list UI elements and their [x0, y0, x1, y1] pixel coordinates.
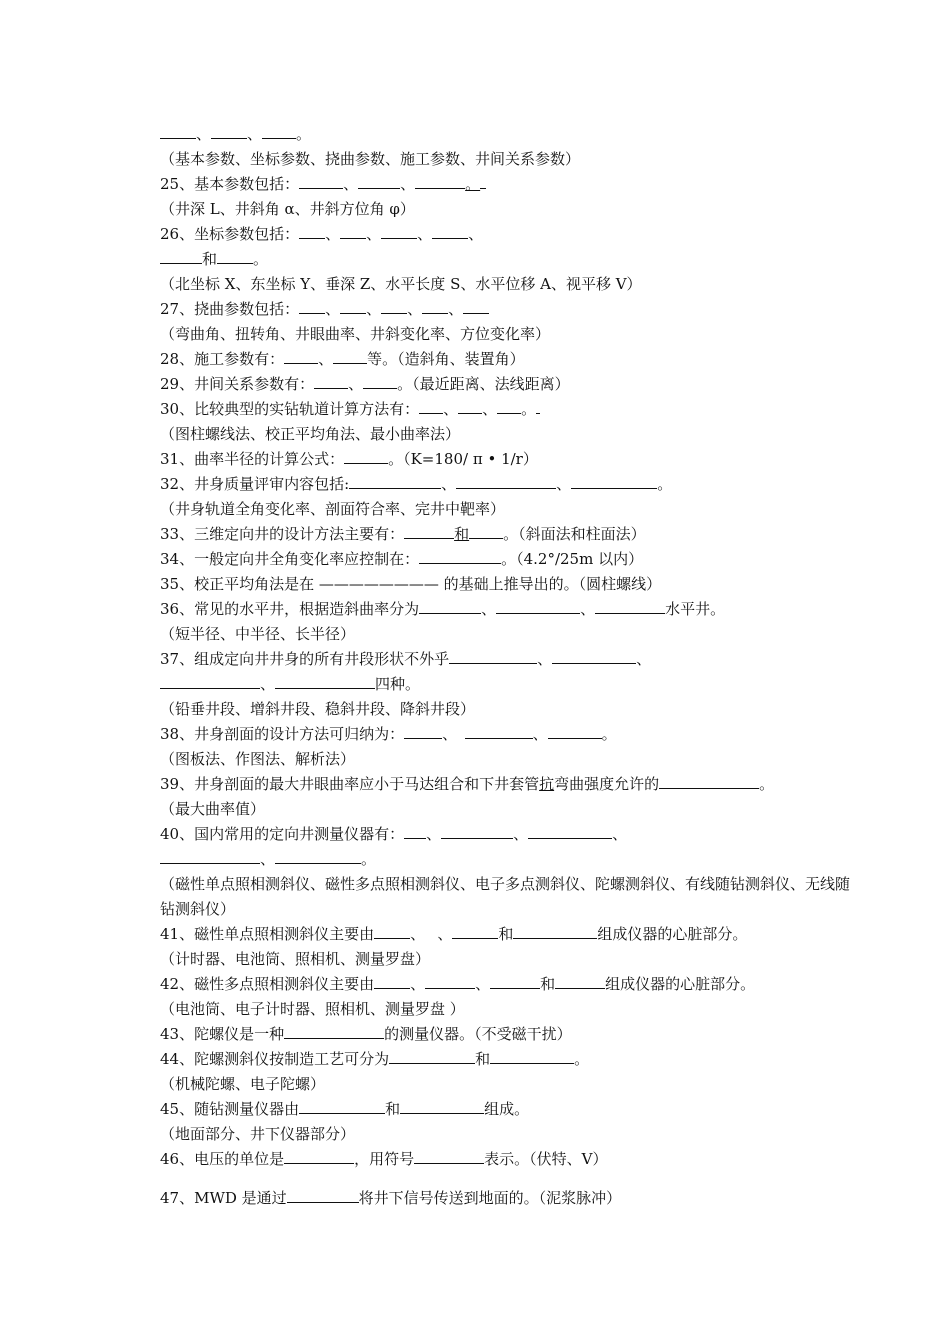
text-segment: （铅垂井段、增斜井段、稳斜井段、降斜井段） — [160, 700, 476, 718]
text-line — [160, 822, 860, 847]
fill-in-blank — [400, 1098, 484, 1114]
fill-in-blank — [160, 123, 196, 139]
text-segment: 、 — [468, 225, 484, 243]
text-segment: 、 — [410, 975, 426, 993]
fill-in-blank — [497, 398, 521, 414]
fill-in-blank — [389, 1048, 475, 1064]
text-line — [160, 947, 860, 972]
fill-in-blank — [425, 973, 475, 989]
fill-in-blank — [422, 298, 448, 314]
text-segment: 和 — [475, 1050, 491, 1068]
text-segment: 、 — [580, 600, 596, 618]
fill-in-blank — [419, 598, 481, 614]
fill-in-blank — [513, 923, 597, 939]
fill-in-blank — [275, 848, 361, 864]
text-segment: 、 — [537, 650, 553, 668]
text-segment: 、 — [400, 175, 416, 193]
underlined-text: 和 — [454, 525, 470, 543]
fill-in-blank — [441, 823, 513, 839]
text-line — [160, 1072, 860, 1097]
text-segment: 和 — [498, 925, 514, 943]
text-line — [160, 322, 860, 347]
text-line — [160, 172, 860, 197]
text-line — [160, 472, 860, 497]
text-line — [160, 347, 860, 372]
text-segment: 、 — [475, 975, 491, 993]
text-segment: 28、施工参数有： — [160, 350, 285, 368]
text-segment: 、 — [636, 650, 652, 668]
text-segment: 。 — [574, 1050, 590, 1068]
text-segment: 、 — [482, 400, 498, 418]
fill-in-blank — [404, 823, 426, 839]
fill-in-blank — [340, 223, 366, 239]
fill-in-blank — [262, 123, 296, 139]
underlined-text: 。 — [465, 175, 481, 193]
text-line — [160, 672, 860, 697]
text-segment: 等。（造斜角、装置角） — [367, 350, 525, 368]
text-segment: 39、井身剖面的最大井眼曲率应小于马达组合和下井套管 — [160, 775, 540, 793]
text-segment: 将井下信号传送到地面的。（泥浆脉冲） — [358, 1189, 622, 1207]
fill-in-blank — [404, 523, 454, 539]
fill-in-blank — [333, 348, 367, 364]
paragraph-gap — [160, 1172, 860, 1186]
text-segment: 、 、 — [410, 925, 453, 943]
fill-in-blank — [211, 123, 247, 139]
text-segment: 25、基本参数包括： — [160, 175, 300, 193]
fill-in-blank — [528, 823, 612, 839]
text-segment: 。（K=180/ π • 1/r） — [388, 450, 538, 468]
fill-in-blank — [299, 1098, 385, 1114]
underlined-text: 抗 — [539, 775, 555, 793]
text-segment: （短半径、中半径、长半径） — [160, 625, 356, 643]
text-line — [160, 722, 860, 747]
text-line — [160, 622, 860, 647]
text-segment: 27、挠曲参数包括： — [160, 300, 300, 318]
fill-in-blank — [284, 1023, 384, 1039]
text-segment: 、 — [366, 300, 382, 318]
text-segment: 组成。 — [484, 1100, 530, 1118]
fill-in-blank — [340, 298, 366, 314]
text-segment: （北坐标 X、东坐标 Y、垂深 Z、水平长度 S、水平位移 A、视平移 V） — [160, 275, 642, 293]
fill-in-blank — [571, 473, 657, 489]
text-line — [160, 147, 860, 172]
text-segment: 。（最近距离、法线距离） — [397, 375, 570, 393]
text-segment: 35、校正平均角法是在 ———————— 的基础上推导出的。（圆柱螺线） — [160, 575, 662, 593]
text-line — [160, 1047, 860, 1072]
text-segment: 30、比较典型的实钻轨道计算方法有： — [160, 400, 420, 418]
fill-in-blank — [160, 673, 260, 689]
text-segment: 、 — [481, 600, 497, 618]
text-line — [160, 122, 860, 147]
text-line — [160, 547, 860, 572]
fill-in-blank — [595, 598, 665, 614]
text-segment: 44、陀螺测斜仪按制造工艺可分为 — [160, 1050, 390, 1068]
fill-in-blank — [349, 473, 441, 489]
text-segment: 四种。 — [375, 675, 421, 693]
text-line — [160, 972, 860, 997]
text-segment: 、 — [443, 400, 459, 418]
text-segment: 的测量仪器。（不受磁干扰） — [384, 1025, 572, 1043]
text-segment: 、 — [556, 475, 572, 493]
text-segment: 和 — [385, 1100, 401, 1118]
text-segment: 36、常见的水平井，根据造斜曲率分为 — [160, 600, 420, 618]
text-line — [160, 222, 860, 247]
fill-in-blank — [299, 173, 343, 189]
fill-in-blank — [415, 173, 465, 189]
text-segment: 表示。（伏特、V） — [484, 1150, 608, 1168]
text-segment: 。 — [361, 850, 377, 868]
fill-in-blank — [432, 223, 468, 239]
text-line — [160, 647, 860, 672]
text-segment: （电池筒、电子计时器、照相机、测量罗盘 ） — [160, 1000, 465, 1018]
fill-in-blank — [555, 973, 605, 989]
fill-in-blank — [344, 448, 388, 464]
text-segment: 、 — [417, 225, 433, 243]
text-line — [160, 447, 860, 472]
text-line — [160, 1147, 860, 1172]
text-segment: 弯曲强度允许的 — [554, 775, 660, 793]
fill-in-blank — [404, 723, 442, 739]
fill-in-blank — [363, 373, 397, 389]
fill-in-blank — [456, 473, 556, 489]
text-segment: 、 — [612, 825, 628, 843]
text-segment: （计时器、电池筒、照相机、测量罗盘） — [160, 950, 431, 968]
text-segment: 37、组成定向井井身的所有井段形状不外乎 — [160, 650, 450, 668]
fill-in-blank — [275, 673, 375, 689]
text-segment: 46、电压的单位是 — [160, 1150, 285, 1168]
text-segment: 41、磁性单点照相测斜仪主要由 — [160, 925, 375, 943]
text-segment: 32、井身质量评审内容包括: — [160, 475, 350, 493]
text-segment: 34、一般定向井全角变化率应控制在： — [160, 550, 420, 568]
text-segment: 47、MWD 是通过 — [160, 1189, 287, 1207]
text-line — [160, 247, 860, 272]
fill-in-blank — [552, 648, 636, 664]
text-segment: 45、随钻测量仪器由 — [160, 1100, 300, 1118]
text-segment: 38、井身剖面的设计方法可归纳为： — [160, 725, 405, 743]
fill-in-blank — [284, 1148, 354, 1164]
text-line — [160, 397, 860, 422]
fill-in-blank — [160, 248, 202, 264]
text-segment: （图板法、作图法、解析法） — [160, 750, 356, 768]
text-line — [160, 272, 860, 297]
text-line — [160, 422, 860, 447]
text-segment: 。 — [601, 725, 617, 743]
text-segment: 、 — [318, 350, 334, 368]
text-segment: 31、曲率半径的计算公式： — [160, 450, 345, 468]
fill-in-blank — [469, 523, 503, 539]
fill-in-blank — [287, 1187, 359, 1203]
text-segment: （基本参数、坐标参数、挠曲参数、施工参数、井间关系参数） — [160, 150, 581, 168]
fill-in-blank — [449, 648, 537, 664]
document-page — [160, 122, 860, 1211]
text-segment: 水平井。 — [665, 600, 726, 618]
text-segment: 、 — [442, 725, 465, 743]
text-line — [160, 872, 860, 922]
fill-in-blank — [284, 348, 318, 364]
text-segment: 29、井间关系参数有： — [160, 375, 315, 393]
text-segment: 40、国内常用的定向井测量仪器有： — [160, 825, 405, 843]
text-segment: 43、陀螺仪是一种 — [160, 1025, 285, 1043]
text-line — [160, 747, 860, 772]
text-segment: 、 — [441, 475, 457, 493]
text-line — [160, 772, 860, 797]
fill-in-blank — [496, 598, 580, 614]
text-segment: 、 — [407, 300, 423, 318]
text-segment: 33、三维定向井的设计方法主要有： — [160, 525, 405, 543]
text-segment: 42、磁性多点照相测斜仪主要由 — [160, 975, 375, 993]
fill-in-blank — [374, 973, 410, 989]
text-segment: 、 — [325, 225, 341, 243]
text-segment: 。（4.2°/25m 以内） — [501, 550, 644, 568]
fill-in-blank — [414, 1148, 484, 1164]
text-line — [160, 497, 860, 522]
text-segment: 。 — [253, 250, 269, 268]
fill-in-blank — [381, 298, 407, 314]
text-segment: （磁性单点照相测斜仪、磁性多点照相测斜仪、电子多点测斜仪、陀螺测斜仪、有线随钻测斜仪、无线随钻测斜仪） — [160, 875, 851, 918]
text-segment: ，用符号 — [354, 1150, 415, 1168]
fill-in-blank — [463, 298, 489, 314]
text-segment: （地面部分、井下仪器部分） — [160, 1125, 356, 1143]
fill-in-blank — [419, 548, 501, 564]
fill-in-blank — [160, 848, 260, 864]
text-line — [160, 1097, 860, 1122]
text-line — [160, 922, 860, 947]
fill-in-blank — [452, 923, 498, 939]
text-segment: 、 — [348, 375, 364, 393]
fill-in-blank — [314, 373, 348, 389]
text-segment: （图柱螺线法、校正平均角法、最小曲率法） — [160, 425, 461, 443]
text-segment: 26、坐标参数包括： — [160, 225, 300, 243]
text-segment: 、 — [448, 300, 464, 318]
text-segment: （井深 L、井斜角 α、井斜方位角 φ） — [160, 200, 415, 218]
text-line — [160, 797, 860, 822]
text-line — [160, 1122, 860, 1147]
text-segment: 。（斜面法和柱面法） — [503, 525, 646, 543]
text-segment: 、 — [426, 825, 442, 843]
text-segment: 。 — [296, 125, 312, 143]
text-segment: 、 — [196, 125, 212, 143]
fill-in-blank — [358, 173, 400, 189]
text-segment: 。 — [759, 775, 775, 793]
text-segment: 。 — [657, 475, 673, 493]
fill-in-blank — [381, 223, 417, 239]
text-segment: 、 — [366, 225, 382, 243]
text-segment: 组成仪器的心脏部分。 — [605, 975, 756, 993]
text-line — [160, 597, 860, 622]
fill-in-blank — [536, 398, 540, 414]
fill-in-blank — [374, 923, 410, 939]
fill-in-blank — [458, 398, 482, 414]
fill-in-blank — [419, 398, 443, 414]
text-segment: 、 — [325, 300, 341, 318]
fill-in-blank — [465, 723, 533, 739]
text-segment: （井身轨道全角变化率、剖面符合率、完井中靶率） — [160, 500, 506, 518]
fill-in-blank — [480, 173, 486, 189]
text-segment: 、 — [513, 825, 529, 843]
fill-in-blank — [299, 298, 325, 314]
fill-in-blank — [217, 248, 253, 264]
text-line — [160, 697, 860, 722]
text-line — [160, 372, 860, 397]
text-segment: 组成仪器的心脏部分。 — [597, 925, 748, 943]
text-segment: 、 — [260, 850, 276, 868]
text-segment: 。 — [521, 400, 537, 418]
text-segment: 和 — [202, 250, 218, 268]
text-segment: 、 — [343, 175, 359, 193]
text-line — [160, 572, 860, 597]
text-segment: （弯曲角、扭转角、井眼曲率、井斜变化率、方位变化率） — [160, 325, 551, 343]
text-segment: 、 — [247, 125, 263, 143]
text-line — [160, 997, 860, 1022]
fill-in-blank — [659, 773, 759, 789]
text-segment: 、 — [260, 675, 276, 693]
text-line — [160, 197, 860, 222]
text-line — [160, 847, 860, 872]
fill-in-blank — [548, 723, 602, 739]
fill-in-blank — [299, 223, 325, 239]
text-line — [160, 522, 860, 547]
text-line — [160, 1022, 860, 1047]
text-segment: （最大曲率值） — [160, 800, 266, 818]
text-segment: （机械陀螺、电子陀螺） — [160, 1075, 326, 1093]
text-line — [160, 297, 860, 322]
fill-in-blank — [490, 1048, 574, 1064]
text-line — [160, 1186, 860, 1211]
text-segment: 和 — [540, 975, 556, 993]
fill-in-blank — [490, 973, 540, 989]
text-segment: 、 — [532, 725, 548, 743]
